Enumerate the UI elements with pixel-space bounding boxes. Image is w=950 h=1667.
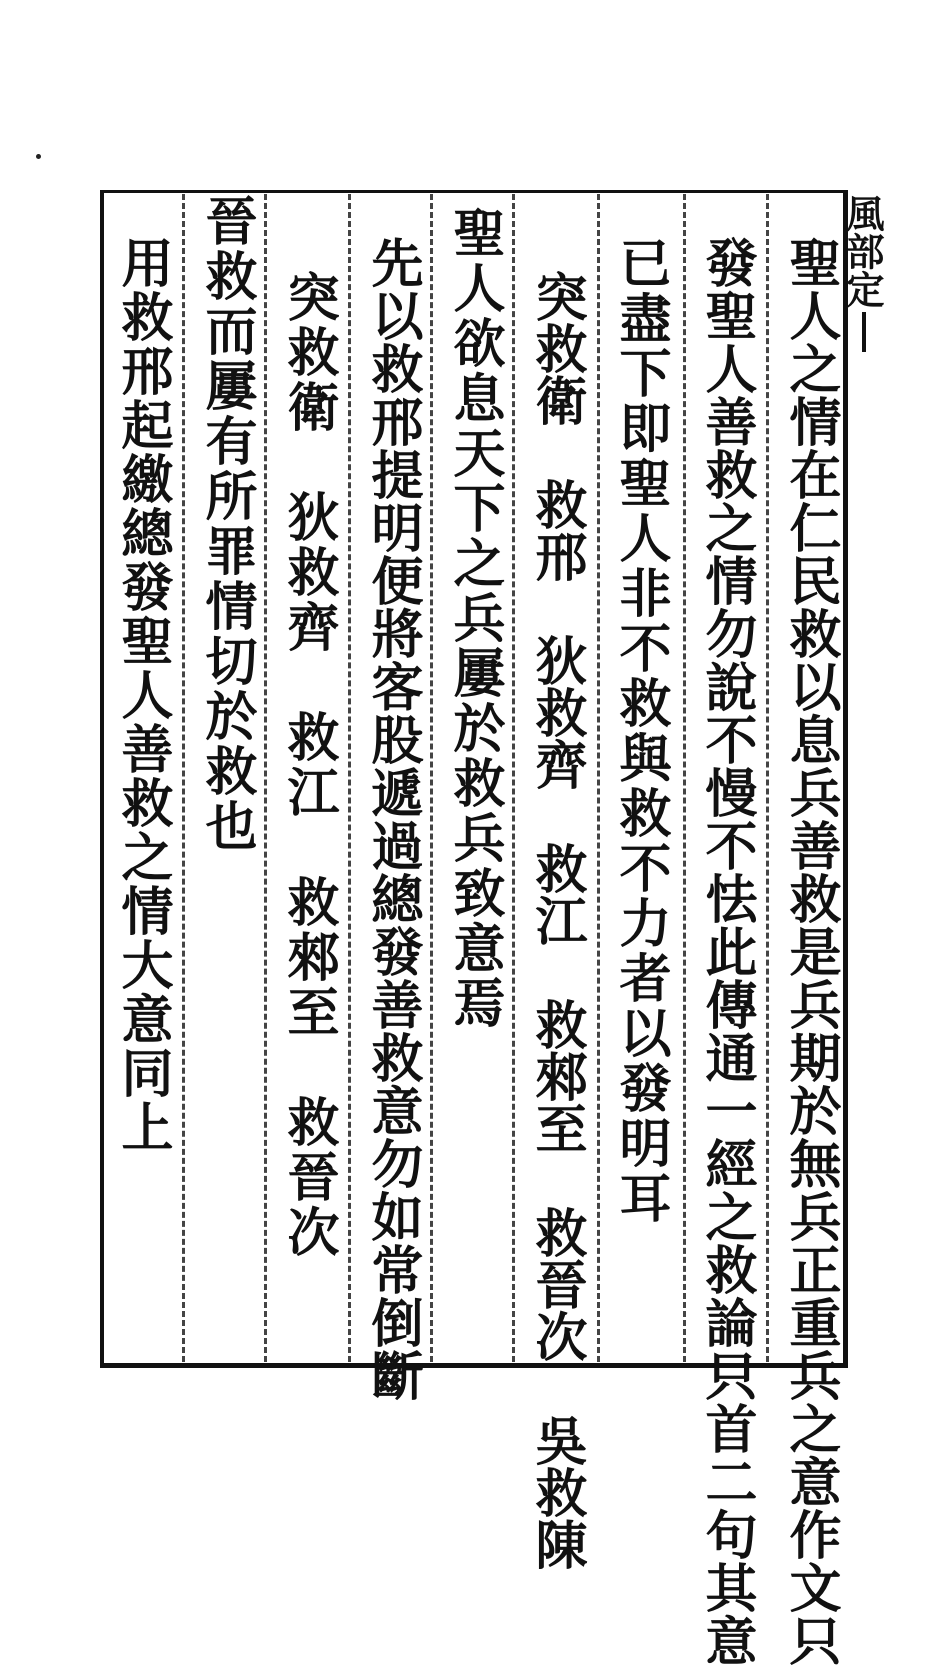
text-column-6: 先以救邢提明便將客股遞過總發善救意勿如常倒斷 <box>362 236 423 1402</box>
column-separator <box>683 194 686 1362</box>
column-separator <box>766 194 769 1362</box>
text-column-8: 晉救而屢有所罪情切於救也 <box>196 194 257 854</box>
running-head-rule <box>862 312 866 352</box>
text-column-3: 已盡下即聖人非不救與救不力者以發明耳 <box>610 236 671 1226</box>
running-head: 風部定 <box>840 194 885 308</box>
column-separator <box>512 194 515 1362</box>
text-column-4: 突救衛 救邢 狄救齊 救江 救郲至 救晉次 吳救陳 <box>526 270 587 1570</box>
text-column-2: 發聖人善救之情勿說不慢不怯此傳通一經之救論只首二句其意 <box>696 236 757 1667</box>
ink-speck <box>36 154 41 159</box>
text-column-9: 用救邢起繳總發聖人善救之情大意同上 <box>112 236 173 1154</box>
text-column-5: 聖人欲息天下之兵屢於救兵致意焉 <box>444 206 505 1031</box>
text-column-7: 突救衛 狄救齊 救江 救郲至 救晉次 <box>278 270 339 1260</box>
column-separator <box>430 194 433 1362</box>
column-separator <box>264 194 267 1362</box>
column-separator <box>597 194 600 1362</box>
column-separator <box>182 194 185 1362</box>
column-separator <box>348 194 351 1362</box>
text-column-1: 聖人之情在仁民救以息兵善救是兵期於無兵正重兵之意作文只 <box>780 236 841 1667</box>
